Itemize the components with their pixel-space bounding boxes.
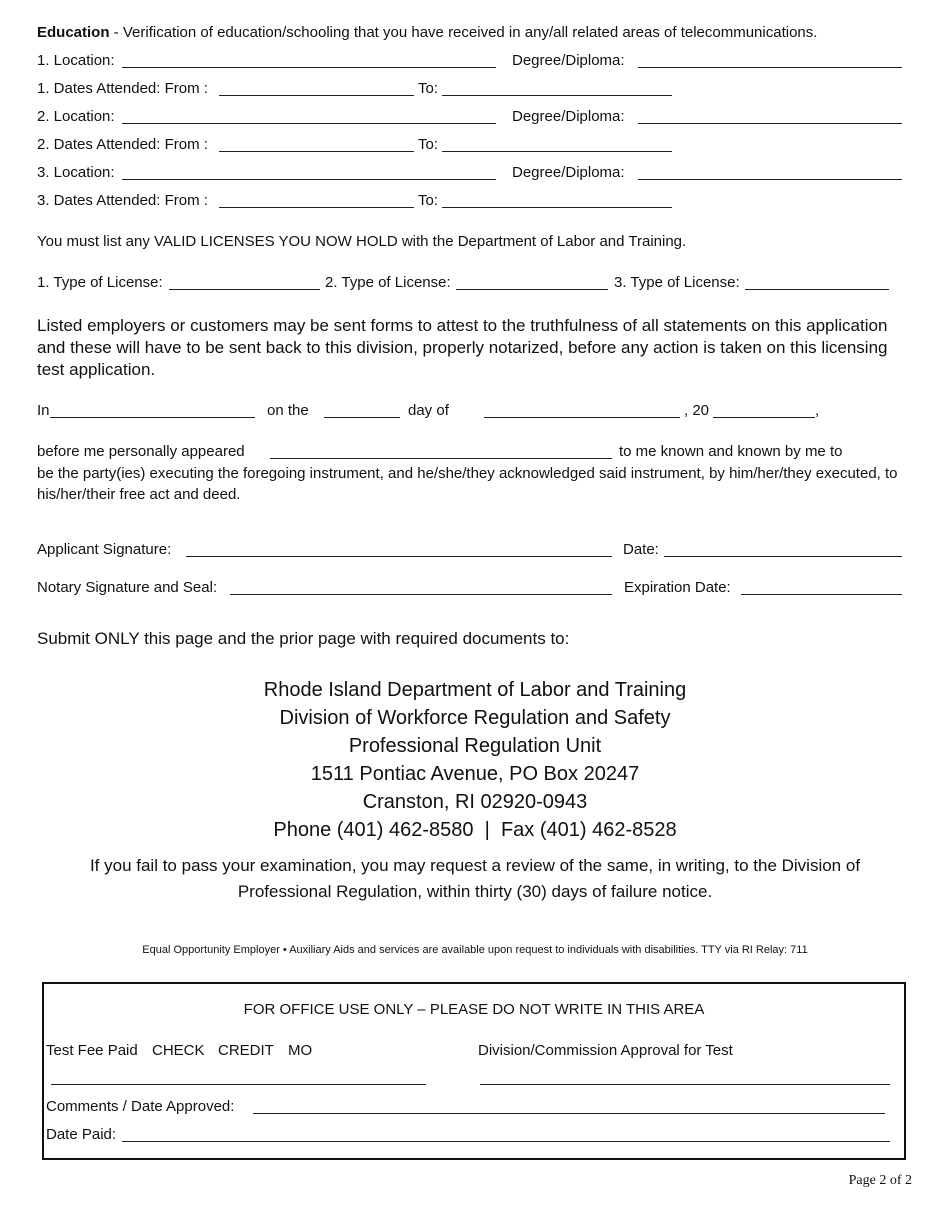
payment-check-option: CHECK [152, 1042, 205, 1059]
license-3-label: 3. Type of License: [614, 274, 740, 291]
test-fee-paid-label: Test Fee Paid [46, 1042, 138, 1059]
education-1-degree-field[interactable] [638, 67, 902, 68]
comments-date-approved-field[interactable] [253, 1113, 885, 1114]
payment-mo-option: MO [288, 1042, 313, 1059]
education-2-degree-label: Degree/Diploma: [512, 108, 625, 125]
license-1-label: 1. Type of License: [37, 274, 163, 291]
education-2-to-label: To: [418, 136, 439, 153]
date-paid-field[interactable] [122, 1141, 890, 1142]
notary-signature-label: Notary Signature and Seal: [37, 579, 218, 596]
education-3-degree-label: Degree/Diploma: [512, 164, 625, 181]
license-3-field[interactable] [745, 289, 889, 290]
expiration-date-field[interactable] [741, 594, 902, 595]
review-notice-line-1: If you fail to pass your examination, you may request a review of the same, in writing, to the Division of [89, 856, 861, 875]
education-2-degree-field[interactable] [638, 123, 902, 124]
address-phone-fax: Phone (401) 462-8580 | Fax (401) 462-8528 [273, 819, 677, 841]
education-3-from-field[interactable] [219, 207, 414, 208]
address-line-2: Division of Workforce Regulation and Safety [279, 707, 671, 729]
education-section-heading [37, 24, 817, 41]
education-3-degree-field[interactable] [638, 179, 902, 180]
education-2-dates-label: 2. Dates Attended: From : [37, 136, 208, 153]
education-1-to-field[interactable] [442, 95, 672, 96]
education-1-location-field[interactable] [122, 67, 496, 68]
equal-opportunity-notice: Equal Opportunity Employer • Auxiliary Aids and services are available upon request to individuals with disabilities. TTY via RI Relay: 711 [142, 944, 808, 956]
education-2-to-field[interactable] [442, 151, 672, 152]
license-2-label: 2. Type of License: [325, 274, 451, 291]
education-3-location-label: 3. Location: [37, 164, 115, 181]
education-2-from-field[interactable] [219, 151, 414, 152]
education-2-location-field[interactable] [122, 123, 496, 124]
applicant-date-field[interactable] [664, 556, 902, 557]
approval-label: Division/Commission Approval for Test [478, 1042, 733, 1059]
education-3-location-field[interactable] [122, 179, 496, 180]
notary-year-field[interactable] [713, 417, 815, 418]
comments-date-approved-label: Comments / Date Approved: [46, 1098, 235, 1115]
applicant-date-label: Date: [623, 541, 659, 558]
notary-year-prefix: , 20 [684, 402, 710, 419]
education-3-to-field[interactable] [442, 207, 672, 208]
education-1-dates-label: 1. Dates Attended: From : [37, 80, 208, 97]
test-fee-field[interactable] [51, 1084, 426, 1085]
applicant-signature-label: Applicant Signature: [37, 541, 172, 558]
education-2-location-label: 2. Location: [37, 108, 115, 125]
license-2-field[interactable] [456, 289, 608, 290]
education-1-location-label: 1. Location: [37, 52, 115, 69]
education-description: - Verification of education/schooling that you have received in any/all related areas of telecommunications. [109, 24, 818, 41]
licenses-instruction: You must list any VALID LICENSES YOU NOW HOLD with the Department of Labor and Training. [37, 233, 687, 250]
notary-day-field[interactable] [324, 417, 400, 418]
notary-known-label: to me known and known by me to [619, 443, 843, 460]
education-heading: Education [37, 24, 110, 41]
notary-signature-field[interactable] [230, 594, 612, 595]
notary-in-label: In [37, 402, 50, 419]
expiration-date-label: Expiration Date: [624, 579, 731, 596]
notary-before-label: before me personally appeared [37, 443, 245, 460]
submit-instruction: Submit ONLY this page and the prior page with required documents to: [37, 629, 570, 648]
notary-year-suffix: , [815, 402, 820, 419]
applicant-signature-field[interactable] [186, 556, 612, 557]
license-1-field[interactable] [169, 289, 320, 290]
education-1-from-field[interactable] [219, 95, 414, 96]
education-1-to-label: To: [418, 80, 439, 97]
address-line-1: Rhode Island Department of Labor and Training [263, 679, 687, 701]
address-line-4: 1511 Pontiac Avenue, PO Box 20247 [310, 763, 640, 785]
office-use-title: FOR OFFICE USE ONLY – PLEASE DO NOT WRITE IN THIS AREA [243, 1001, 705, 1018]
notary-appeared-field[interactable] [270, 458, 612, 459]
notary-on-the-label: on the [267, 402, 309, 419]
payment-credit-option: CREDIT [218, 1042, 274, 1059]
education-3-dates-label: 3. Dates Attended: From : [37, 192, 208, 209]
notary-day-of-label: day of [408, 402, 449, 419]
notary-body: be the party(ies) executing the foregoing instrument, and he/she/they acknowledged said instrument, by him/her/they executed, to his/her/their free act and deed. [37, 465, 898, 503]
attest-paragraph: Listed employers or customers may be sent forms to attest to the truthfulness of all statements on this application and these will have to be sent back to this division, properly notarized, before any action is taken on this licensing test application. [37, 316, 888, 379]
review-notice-line-2: Professional Regulation, within thirty (30) days of failure notice. [237, 882, 713, 901]
notary-month-field[interactable] [484, 417, 680, 418]
page-number: Page 2 of 2 [848, 1173, 912, 1188]
notary-in-field[interactable] [50, 417, 255, 418]
date-paid-label: Date Paid: [46, 1126, 117, 1143]
approval-field[interactable] [480, 1084, 890, 1085]
address-line-3: Professional Regulation Unit [348, 735, 602, 757]
education-3-to-label: To: [418, 192, 439, 209]
address-line-5: Cranston, RI 02920-0943 [362, 791, 588, 813]
education-1-degree-label: Degree/Diploma: [512, 52, 625, 69]
